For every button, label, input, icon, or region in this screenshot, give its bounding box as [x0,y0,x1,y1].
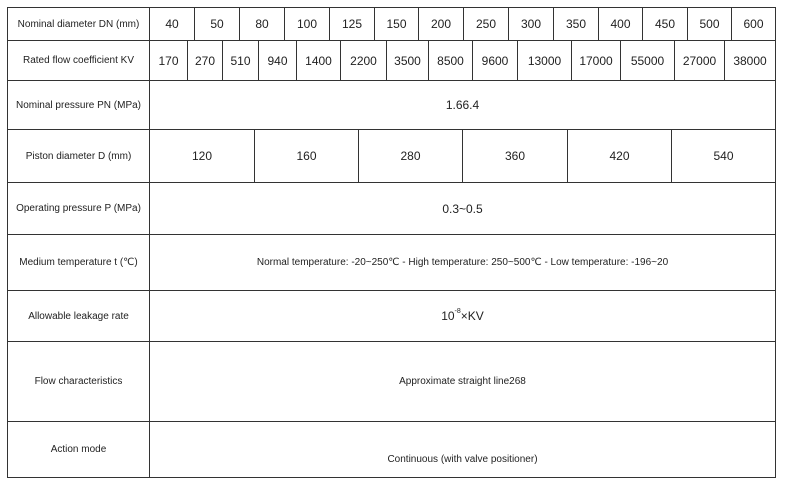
piston-diameter-cell: 360 [504,149,526,163]
flow-coefficient-cell: 38000 [733,53,767,68]
nominal-diameter-cell: 600 [743,17,764,31]
nominal-diameter-cell: 400 [610,17,631,31]
flow-characteristics-value: Approximate straight line268 [399,376,526,387]
nominal-diameter-cell: 350 [565,17,587,31]
nominal-diameter-cell: 300 [520,17,542,31]
flow-coefficient-cell: 1400 [305,53,332,68]
flow-coefficient-label: Rated flow coefficient KV [23,55,134,66]
flow-characteristics-label: Flow characteristics [34,376,123,387]
leakage-rate-suffix: ×KV [460,309,484,323]
nominal-diameter-cell: 40 [165,17,179,31]
nominal-pressure-value: 1.66.4 [445,98,480,112]
flow-coefficient-cell: 13000 [527,53,562,68]
nominal-pressure-label: Nominal pressure PN (MPa) [15,99,142,111]
flow-coefficient-cell: 2200 [350,53,377,68]
leakage-rate-value: 10 $^{-8}$ ×KV [441,308,484,323]
nominal-diameter-cell: 450 [654,17,676,31]
nominal-diameter-cell: 500 [699,17,720,31]
piston-diameter-cell: 160 [296,149,317,163]
flow-coefficient-cell: 8500 [437,53,464,68]
flow-coefficient-cell: 27000 [682,53,717,68]
leakage-rate-base: 10 [441,309,455,323]
flow-coefficient-cell: 17000 [579,53,613,68]
flow-coefficient-cell: 3500 [394,53,421,68]
nominal-diameter-label: Nominal diameter DN (mm) [17,18,140,30]
nominal-diameter-cell: 125 [341,17,363,31]
piston-diameter-cell: 420 [609,149,630,163]
nominal-diameter-cell: 250 [475,17,497,31]
flow-coefficient-cell: 940 [267,53,288,68]
nominal-diameter-cell: 200 [430,17,452,31]
leakage-rate-label: Allowable leakage rate [28,310,129,322]
flow-coefficient-cell: 510 [230,53,251,68]
nominal-diameter-cell: 80 [255,17,269,31]
flow-coefficient-cell: 9600 [481,53,509,68]
piston-diameter-cell: 120 [191,149,213,163]
piston-diameter-label: Piston diameter D (mm) [25,150,132,162]
nominal-diameter-cell: 150 [386,17,407,31]
action-mode-value: Continuous (with valve positioner) [387,454,538,465]
flow-coefficient-cell: 270 [194,53,216,68]
piston-diameter-cell: 540 [713,149,734,163]
flow-coefficient-cell: 170 [158,53,179,68]
medium-temperature-label: Medium temperature t (℃) [19,257,138,268]
action-mode-label: Action mode [50,444,107,455]
operating-pressure-label: Operating pressure P (MPa) [16,203,141,214]
piston-diameter-cell: 280 [400,149,421,163]
nominal-diameter-cell: 50 [210,17,224,31]
medium-temperature-value: Normal temperature: -20~250℃ - High temperature: 250~500℃ - Low temperature: -196~20 [256,257,669,268]
operating-pressure-value: 0.3~0.5 [442,201,483,216]
flow-coefficient-cell: 55000 [630,53,665,68]
nominal-diameter-cell: 100 [296,17,318,31]
